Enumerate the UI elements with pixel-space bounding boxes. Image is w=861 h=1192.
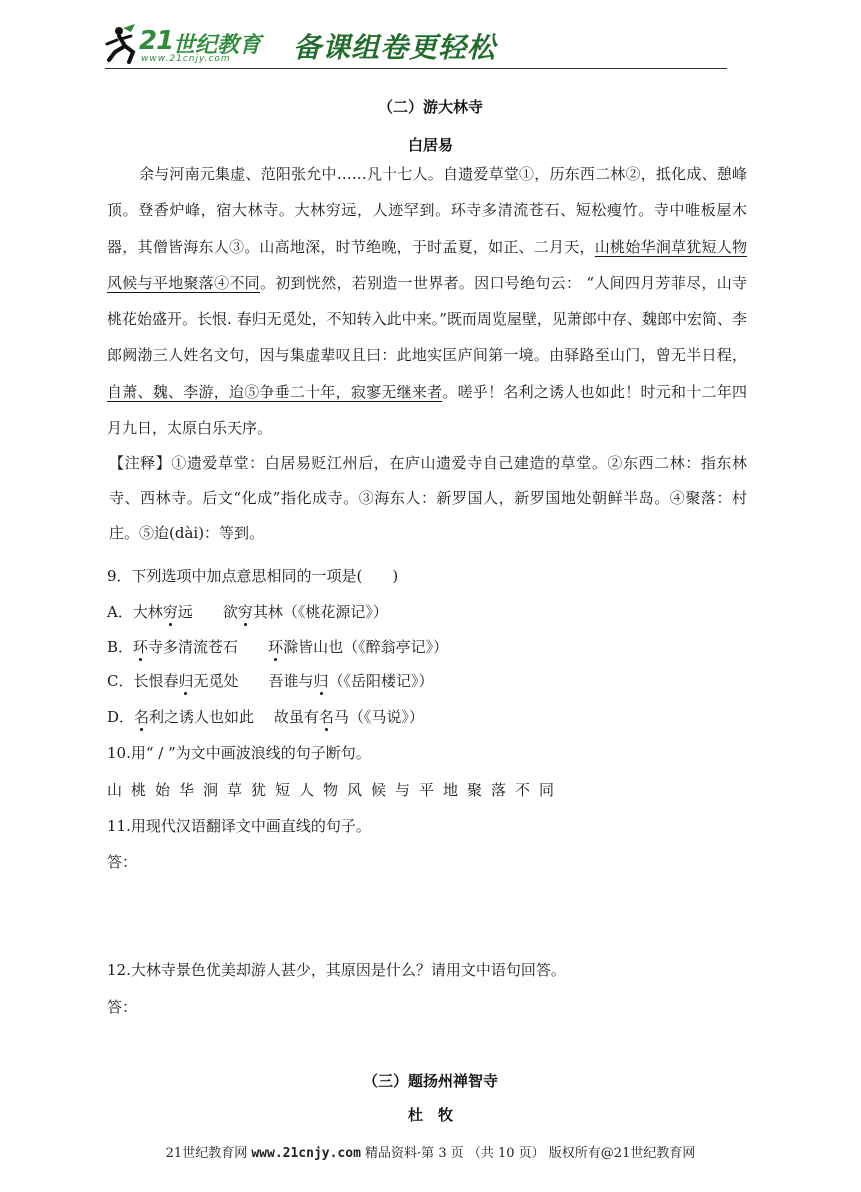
passage-text-2: 。初到恍然，若别造一世界者。因口号绝句云： “人间四月芳菲尽，山寺桃花始盛开。长恨. 春归无觅处，不知转入此中来。”既而周览屋壁，见萧郎中存、魏郎中宏简、李郎阙渤三人姓名文句，因与集虚辈叹且曰：此地实匡庐间第一境。由驿路至山门，曾无半日程， <box>107 273 747 365</box>
page-footer: 21世纪教育网 www.21cnjy.com 精品资料·第 3 页 （共 10 页） 版权所有@21世纪教育网 <box>165 1146 696 1161</box>
sentence-to-punctuate: 山桃始华涧草犹短人物风候与平地聚落不同 <box>107 781 564 799</box>
question-11: 11.用现代汉语翻译文中画直线的句子。 <box>107 817 371 835</box>
dotted-char: 穷 <box>237 603 253 621</box>
question-12: 12.大林寺景色优美却游人甚少，其原因是什么？请用文中语句回答。 <box>107 961 566 979</box>
question-10: 10.用“ / ”为文中画波浪线的句子断句。 <box>107 744 371 762</box>
logo-text: 世纪教育 <box>173 33 262 58</box>
option-d: D．名利之诱人也如此 故虽有名马（《马说》） <box>107 708 424 726</box>
section3-author: 杜 牧 <box>407 1106 453 1124</box>
dotted-char: 穷 <box>162 603 178 621</box>
section2-author: 白居易 <box>407 136 453 154</box>
option-a: A．大林穷远 欲穷其林（《桃花源记》） <box>107 603 388 621</box>
option-b: B．环寺多清流苍石 环滁皆山也（《醉翁亭记》） <box>107 638 449 656</box>
annotation-notes: 【注释】①遗爱草堂：白居易贬江州后，在庐山遗爱寺自己建造的草堂。②东西二林：指东林寺、西林寺。后文“化成”指化成寺。③海东人：新罗国人，新罗国地处朝鲜半岛。④聚落：村庄。⑤迨(dài)：等到。 <box>109 454 747 542</box>
logo-url: www.21cnjy.com <box>141 54 231 64</box>
question-9: 9．下列选项中加点意思相同的一项是( ) <box>107 567 399 585</box>
passage-text-3: 。嗟乎！名利之诱人也如此！时元和十二年四月九日，太原白乐天序。 <box>107 382 747 438</box>
passage-paragraph <box>107 156 747 446</box>
dotted-char: 名 <box>318 708 334 726</box>
dotted-char: 归 <box>178 672 194 690</box>
dotted-char: 归 <box>313 672 329 690</box>
option-c: C．长恨春归无觅处 吾谁与归（《岳阳楼记》） <box>107 672 434 690</box>
straight-line-sentence: 自萧、魏、李游，迨⑤争垂二十年，寂寥无继来者 <box>107 382 443 401</box>
dotted-char: 环 <box>133 638 149 656</box>
footer-url[interactable]: www.21cnjy.com <box>251 1146 361 1161</box>
wavy-line-sentence: 山桃始华涧草犹短人物风候与平地聚落④不同 <box>107 237 747 292</box>
logo-number: 21 <box>139 26 174 56</box>
dotted-char: 名 <box>134 708 150 726</box>
section3-title: （三）题扬州禅智寺 <box>362 1072 498 1090</box>
header-banner <box>105 20 725 70</box>
dotted-char: 环 <box>268 638 284 656</box>
section2-title: （二）游大林寺 <box>377 98 483 116</box>
header-divider <box>105 68 727 69</box>
passage-text-1: 余与河南元集虚、范阳张允中……凡十七人。自遗爱草堂①，历东西二林②，抵化成、憩峰顶。登香炉峰，宿大林寺。大林穷远，人迹罕到。环寺多清流苍石、短松瘦竹。寺中唯板屋木器，其僧皆海东人③。山高地深，时节绝晚，于时孟夏，如正、二月天， <box>107 165 747 256</box>
answer-label-11: 答： <box>107 853 138 871</box>
header-slogan: 备课组卷更轻松 <box>293 31 497 64</box>
answer-label-12: 答： <box>107 998 138 1016</box>
